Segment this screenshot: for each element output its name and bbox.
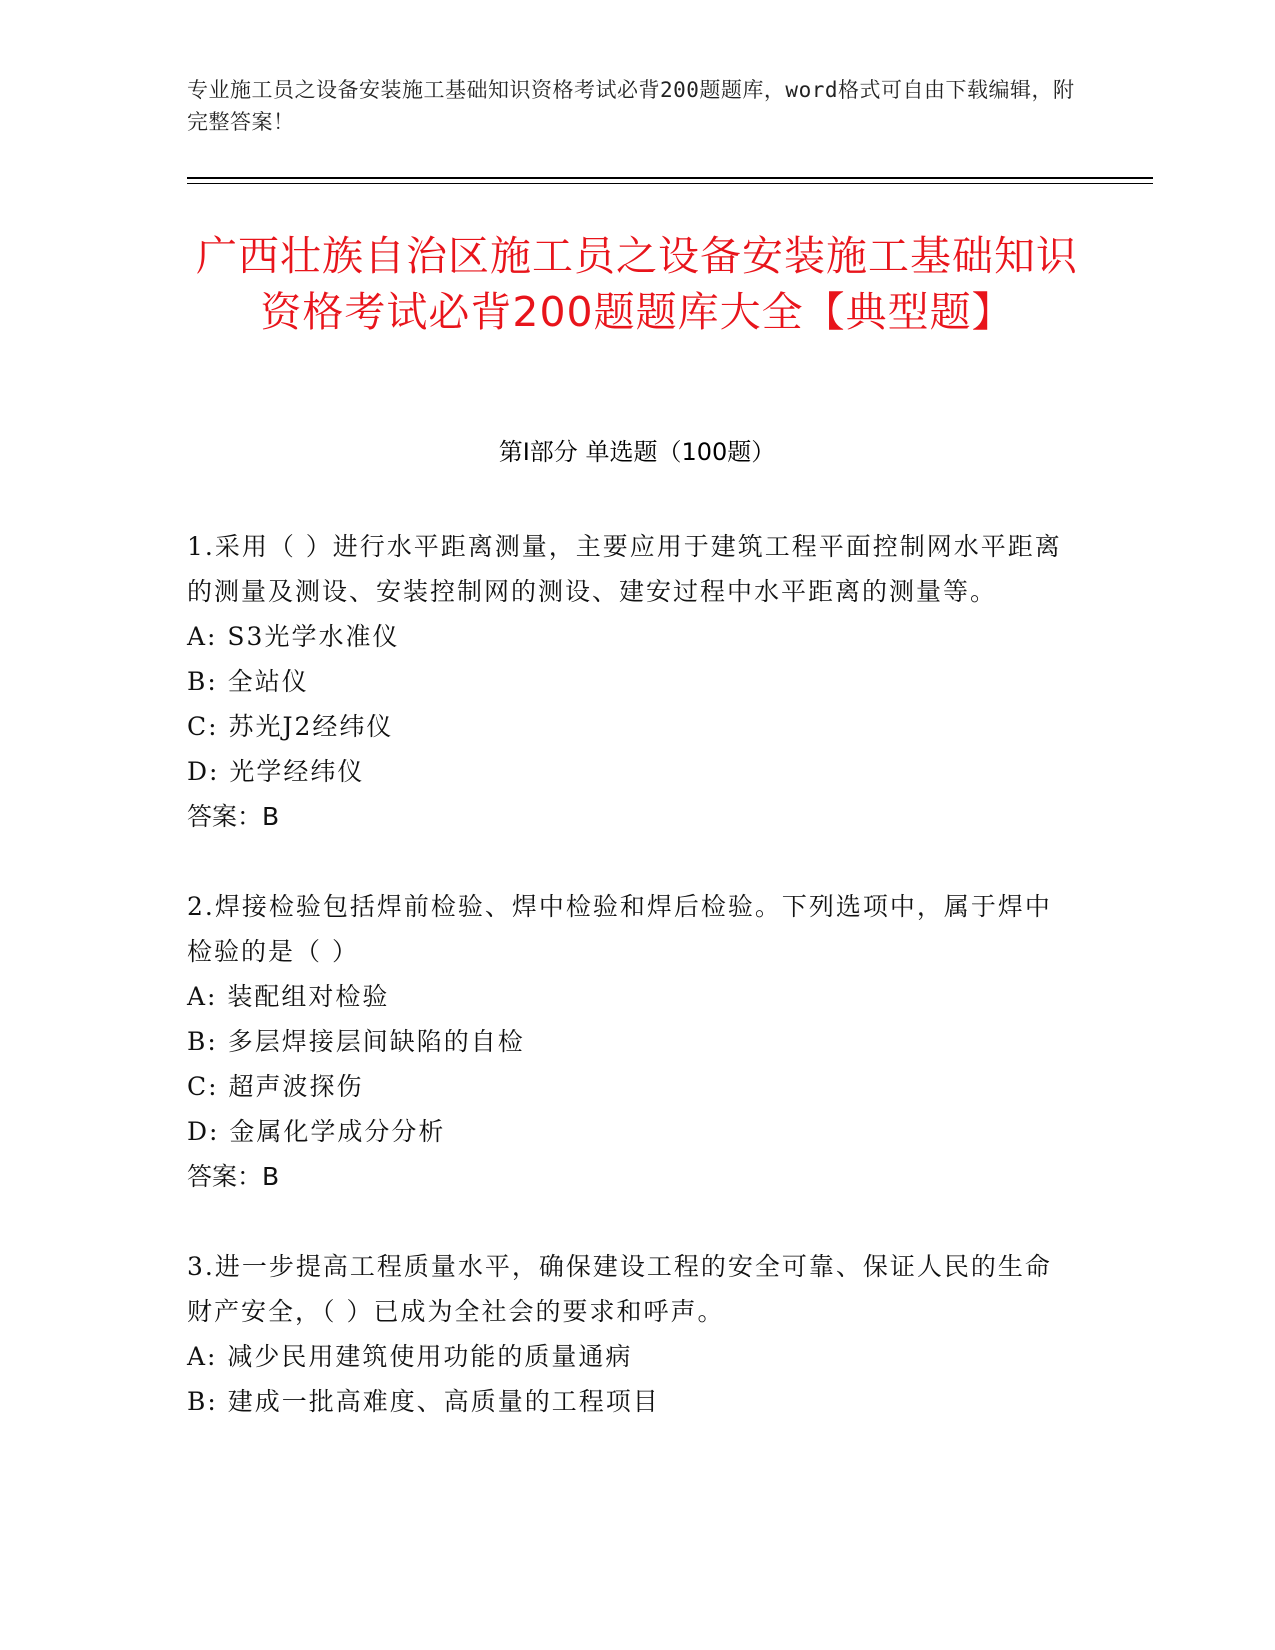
option-b: B: 多层焊接层间缺陷的自检 (187, 1027, 525, 1056)
question-stem: 3.进一步提高工程质量水平，确保建设工程的安全可靠、保证人民的生命财产安全，（ ）已成为全社会的要求和呼声。 (187, 1252, 1052, 1326)
option-a: A: 装配组对检验 (187, 982, 390, 1011)
question-3 (187, 1244, 1077, 1424)
option-c: C: 超声波探伤 (187, 1072, 364, 1101)
header-divider-thick (187, 177, 1153, 179)
option-b: B: 建成一批高难度、高质量的工程项目 (187, 1387, 660, 1416)
answer: 答案：B (187, 1162, 280, 1191)
answer: 答案：B (187, 802, 280, 831)
question-2 (187, 884, 1077, 1199)
page-header: 专业施工员之设备安装施工基础知识资格考试必背200题题库，word格式可自由下载编辑，附完整答案！ (187, 78, 1075, 134)
option-a: A: S3光学水准仪 (187, 622, 400, 651)
question-1 (187, 524, 1077, 839)
option-a: A: 减少民用建筑使用功能的质量通病 (187, 1342, 633, 1371)
header-divider-thin (187, 183, 1153, 184)
section-heading: 第I部分 单选题（100题） (498, 438, 776, 466)
option-d: D: 光学经纬仪 (187, 757, 365, 786)
question-list (187, 524, 1077, 1469)
document-title: 广西壮族自治区施工员之设备安装施工基础知识资格考试必背200题题库大全【典型题】 (196, 232, 1078, 336)
option-b: B: 全站仪 (187, 667, 309, 696)
question-stem: 1.采用（ ）进行水平距离测量，主要应用于建筑工程平面控制网水平距离的测量及测设、安装控制网的测设、建安过程中水平距离的测量等。 (187, 532, 1062, 606)
question-stem: 2.焊接检验包括焊前检验、焊中检验和焊后检验。下列选项中，属于焊中检验的是（ ） (187, 892, 1052, 966)
option-c: C: 苏光J2经纬仪 (187, 712, 394, 741)
option-d: D: 金属化学成分分析 (187, 1117, 446, 1146)
